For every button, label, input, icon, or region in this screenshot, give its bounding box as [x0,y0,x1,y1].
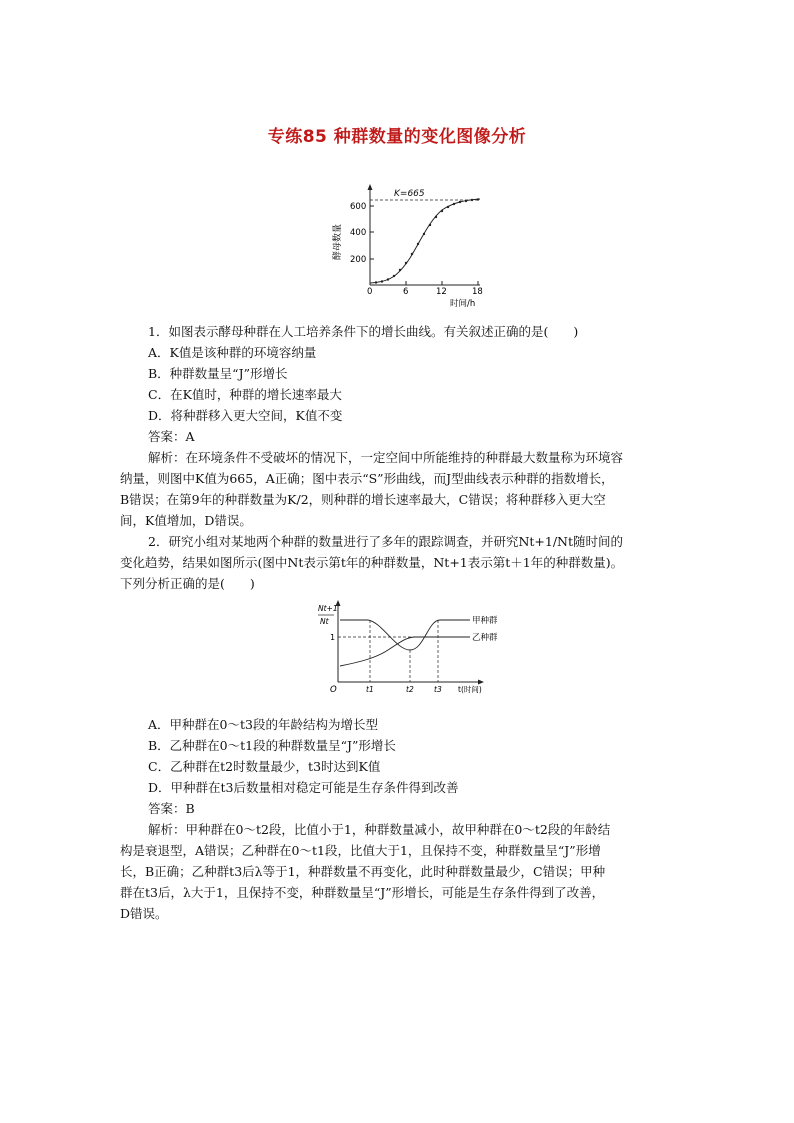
x-tick-0: 0 [367,287,373,297]
q1-stem: 1．如图表示酵母种群在人工培养条件下的增长曲线。有关叙述正确的是( ) [148,324,579,339]
x-tick-t2: t2 [406,685,414,694]
q2-option-c: C．乙种群在t2时数量最少，t3时达到K值 [148,759,381,774]
q1-option-c: C．在K值时，种群的增长速率最大 [148,387,342,402]
q1-option-b: B．种群数量呈“J”形增长 [148,366,288,381]
q2-explanation-line: 长，B正确；乙种群t3后λ等于1，种群数量不再变化，此时种群数量最少，C错误；甲种 [120,864,606,879]
curve-points [375,198,479,283]
x-tick-t3: t3 [434,685,442,694]
x-tick-6: 6 [403,287,409,297]
q2-answer: 答案：B [148,801,195,816]
question-2-options [148,714,658,819]
y-label-bottom: Nt [320,617,329,626]
q2-option-a: A．甲种群在0～t3段的年龄结构为增长型 [148,717,378,732]
y-tick-200: 200 [350,255,367,265]
y-tick-1: 1 [330,633,336,642]
q1-explanation-line: B错误；在第9年的种群数量为K/2，则种群的增长速率最大，C错误；将种群移入更大空 [120,492,606,507]
question-1 [148,321,658,447]
q2-explanation-line: 构是衰退型，A错误；乙种群在0～t1段，比值大于1，且保持不变，种群数量呈“J”形增 [120,843,601,858]
x-tick-12: 12 [436,287,447,297]
q1-explanation [120,447,680,531]
s-curve [370,199,480,283]
q2-stem-line: 下列分析正确的是( ) [120,576,255,591]
y-label-top: Nt+1 [318,604,338,613]
q2-stem-line: 2．研究小组对某地两个种群的数量进行了多年的跟踪调查，并研究Nt+1/Nt随时间的 [148,534,624,549]
x-tick-t1: t1 [366,685,374,694]
q2-explanation-line: 群在t3后，λ大于1，且保持不变，种群数量呈“J”形增长，可能是生存条件得到了改善， [120,885,605,900]
figure-yeast-growth-curve [330,180,500,310]
q2-option-b: B．乙种群在0～t1段的种群数量呈“J”形增长 [148,738,396,753]
q2-explanation-line: D错误。 [120,906,168,921]
y-tick-400: 400 [350,228,367,238]
x-tick-18: 18 [472,287,483,297]
y-axis-label: 酵母数量 [333,223,343,260]
q2-option-d: D．甲种群在t3后数量相对稳定可能是生存条件得到改善 [148,780,459,795]
origin-label: O [330,685,337,695]
question-2-stem [120,531,700,594]
q1-explanation-line: 纳量，则图中K值为665，A正确；图中表示“S”形曲线，而J型曲线表示种群的指数增长， [120,471,614,486]
y-tick-600: 600 [350,202,367,212]
curve-jia [340,620,470,650]
curve-yi [340,637,470,666]
page-title: 专练85 种群数量的变化图像分析 [267,127,527,147]
legend-yi: 乙种群 [472,633,498,643]
q1-option-d: D．将种群移入更大空间，K值不变 [148,408,343,423]
q1-explanation-line: 解析：在环境条件不受破坏的情况下，一定空间中所能维持的种群最大数量称为环境容 [148,450,624,465]
q1-option-a: A．K值是该种群的环境容纳量 [148,345,317,360]
figure-ratio-curves [310,600,510,700]
q1-answer: 答案：A [148,429,195,444]
q2-explanation-line: 解析：甲种群在0～t2段，比值小于1，种群数量减小，故甲种群在0～t2段的年龄结 [148,822,611,837]
x-axis-label: t(时间) [458,685,482,694]
legend-jia: 甲种群 [472,616,498,626]
q2-stem-line: 变化趋势，结果如图所示(图中Nt表示第t年的种群数量，Nt+1表示第t＋1年的种群数量)。 [120,555,624,570]
k-label: K=665 [394,189,425,199]
x-axis-label: 时间/h [450,299,476,309]
q2-explanation [120,819,700,924]
q1-explanation-line: 间，K值增加，D错误。 [120,513,252,528]
